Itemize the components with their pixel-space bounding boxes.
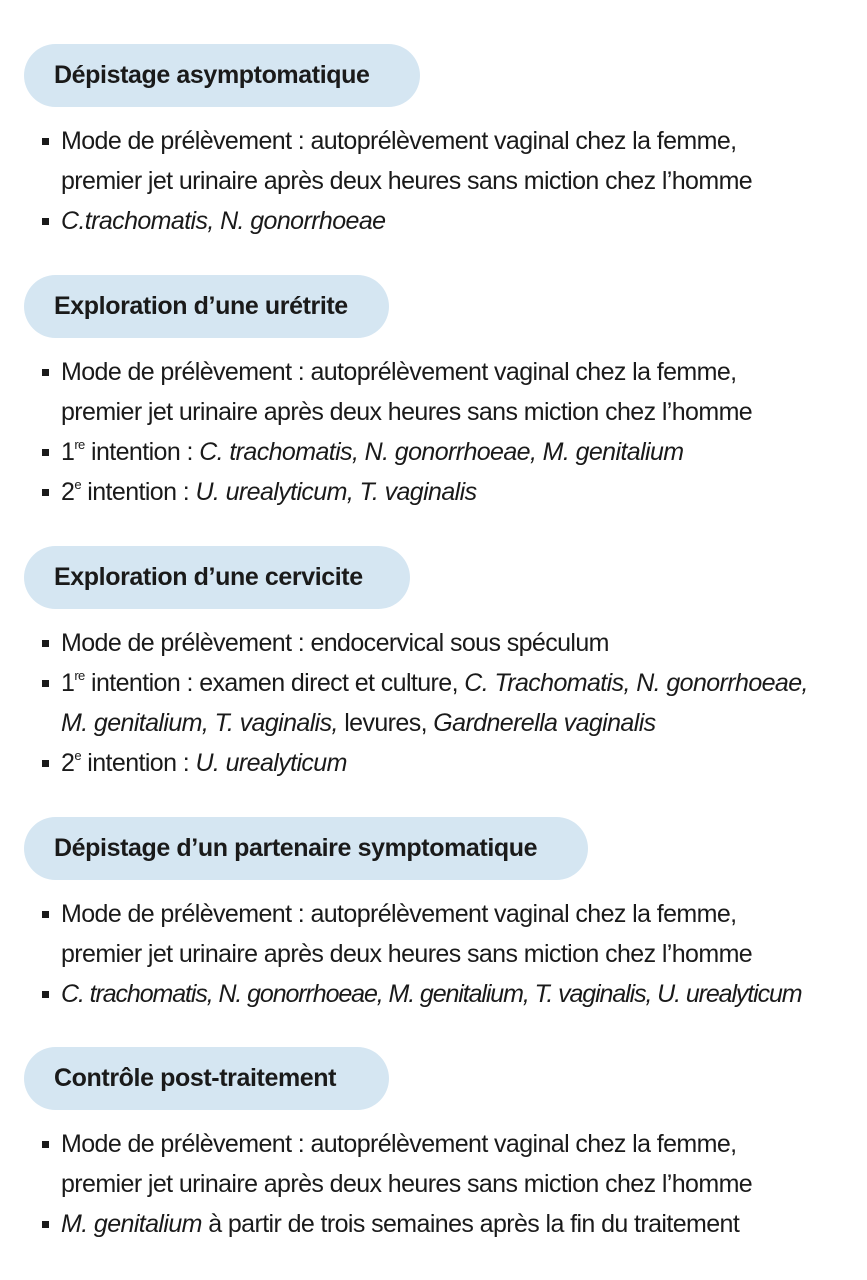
- mode-label: Mode de prélèvement :: [61, 127, 311, 155]
- organisms-text: C.trachomatis, N. gonorrhoeae: [61, 207, 386, 235]
- section-title-pill: Exploration d’une cervicite: [24, 546, 410, 609]
- item-list: [24, 623, 857, 783]
- mode-label: Mode de prélèvement :: [61, 358, 311, 386]
- mode-text-line2: premier jet urinaire après deux heures sans miction chez l’homme: [61, 940, 753, 968]
- intention-number: 2: [61, 478, 75, 506]
- section-exploration-uretrite: [24, 275, 857, 512]
- mode-text-line1: endocervical sous spéculum: [310, 629, 609, 657]
- organisms-text: C. trachomatis, N. gonorrhoeae, M. genitalium, T. vaginalis, U. urealyticum: [61, 980, 802, 1008]
- intention-ordinal: e: [74, 748, 81, 763]
- list-item-organisms: [24, 201, 857, 241]
- mode-text-line2: premier jet urinaire après deux heures sans miction chez l’homme: [61, 1170, 753, 1198]
- list-item-organisms: [24, 974, 857, 1014]
- section-exploration-cervicite: [24, 546, 857, 783]
- mode-text-line2: premier jet urinaire après deux heures sans miction chez l’homme: [61, 398, 753, 426]
- item-list: [24, 352, 857, 512]
- section-title-pill: Exploration d’une urétrite: [24, 275, 389, 338]
- plain-text: à partir de trois semaines après la fin du traitement: [201, 1210, 740, 1238]
- mode-text-line1: autoprélèvement vaginal chez la femme,: [310, 900, 737, 928]
- mode-text-line1: autoprélèvement vaginal chez la femme,: [310, 358, 737, 386]
- list-item-mode: [24, 623, 857, 663]
- organisms-text: C. Trachomatis, N. gonorrhoeae,: [464, 669, 808, 697]
- intention-label: intention :: [84, 438, 200, 466]
- organisms-text: U. urealyticum, T. vaginalis: [195, 478, 477, 506]
- mode-label: Mode de prélèvement :: [61, 629, 311, 657]
- mode-label: Mode de prélèvement :: [61, 1130, 311, 1158]
- intention-number: 1: [61, 669, 75, 697]
- list-item-mode: [24, 352, 857, 432]
- section-title-pill: Dépistage d’un partenaire symptomatique: [24, 817, 588, 880]
- intention-plain-text: examen direct et culture,: [199, 669, 465, 697]
- intention-ordinal: re: [74, 668, 85, 683]
- list-item-mode: [24, 1124, 857, 1204]
- item-list: [24, 121, 857, 241]
- organisms-text: U. urealyticum: [195, 749, 347, 777]
- section-depistage-asymptomatique: [24, 44, 857, 241]
- section-title-pill: Contrôle post-traitement: [24, 1047, 389, 1110]
- organisms-text: M. genitalium: [61, 1210, 202, 1238]
- list-item-first-intention: [24, 663, 857, 743]
- intention-label: intention :: [84, 669, 200, 697]
- list-item-mode: [24, 894, 857, 974]
- organisms-text-line2b: Gardnerella vaginalis: [433, 709, 656, 737]
- intention-ordinal: e: [74, 477, 81, 492]
- item-list: [24, 894, 857, 1014]
- list-item-first-intention: [24, 432, 857, 472]
- intention-label: intention :: [80, 478, 196, 506]
- intention-label: intention :: [80, 749, 196, 777]
- mode-text-line2: premier jet urinaire après deux heures sans miction chez l’homme: [61, 167, 753, 195]
- list-item-second-intention: [24, 743, 857, 783]
- mode-text-line1: autoprélèvement vaginal chez la femme,: [310, 1130, 737, 1158]
- list-item-second-intention: [24, 472, 857, 512]
- intention-ordinal: re: [74, 437, 85, 452]
- list-item-organisms: [24, 1204, 857, 1244]
- intention-number: 1: [61, 438, 75, 466]
- mode-text-line1: autoprélèvement vaginal chez la femme,: [310, 127, 737, 155]
- section-controle-post-traitement: [24, 1047, 857, 1244]
- plain-text-line2: levures,: [344, 709, 434, 737]
- list-item-mode: [24, 121, 857, 201]
- organisms-text: C. trachomatis, N. gonorrhoeae, M. genitalium: [199, 438, 684, 466]
- organisms-text-line2: M. genitalium, T. vaginalis,: [61, 709, 345, 737]
- mode-label: Mode de prélèvement :: [61, 900, 311, 928]
- section-depistage-partenaire: [24, 817, 857, 1014]
- section-title-pill: Dépistage asymptomatique: [24, 44, 420, 107]
- item-list: [24, 1124, 857, 1244]
- intention-number: 2: [61, 749, 75, 777]
